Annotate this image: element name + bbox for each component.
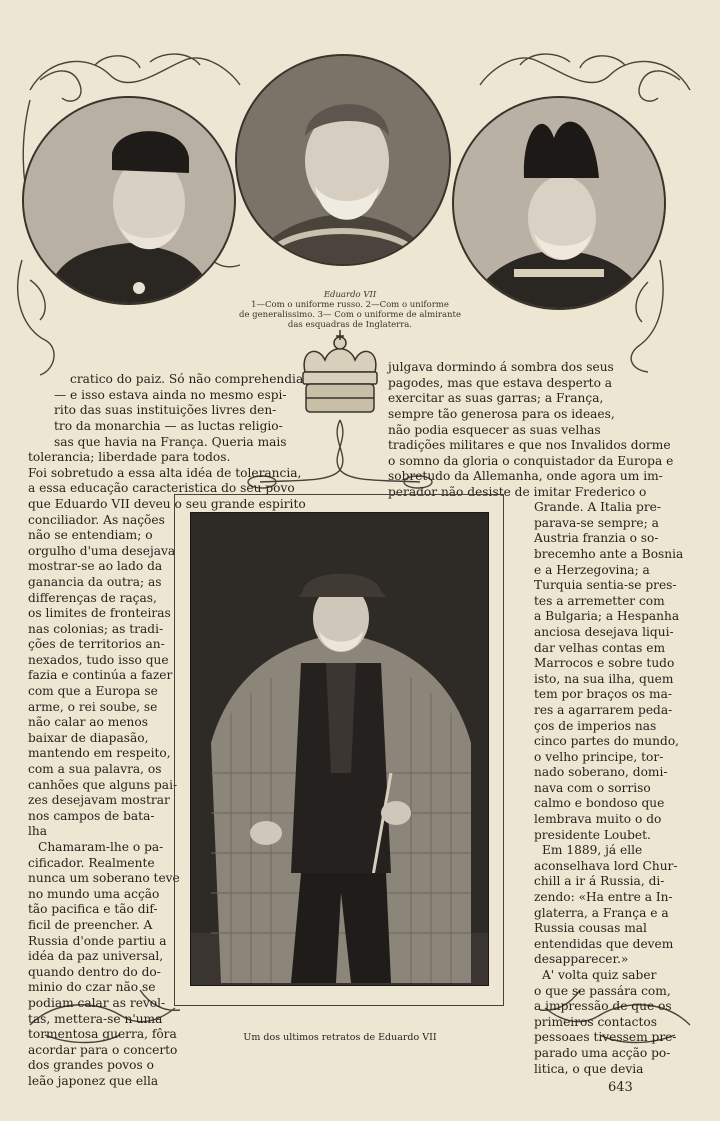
text-line: com a sua palavra, os	[28, 762, 162, 777]
text-line: Foi sobretudo a essa alta idéa de tolerancia,	[28, 465, 302, 480]
text-line: acordar para o concerto	[28, 1042, 178, 1057]
text-line: fazia e continúa a fazer	[28, 668, 173, 683]
text-line: ções de territorios an-	[28, 637, 165, 652]
text-line: ficil de preencher. A	[28, 917, 153, 932]
text-line: ganancia da outra; as	[28, 574, 162, 589]
portraits-caption	[230, 290, 470, 330]
caption-line: de generalissimo. 3— Com o uniforme de almirante	[239, 310, 461, 320]
text-line: zendo: «Ha entre a In-	[534, 890, 673, 905]
text-line: julgava dormindo á sombra dos seus	[388, 360, 614, 375]
text-line: presidente Loubet.	[534, 827, 651, 842]
text-line: a Bulgaria; a Hespanha	[534, 609, 680, 624]
text-line: sas que havia na França. Queria mais	[54, 434, 287, 449]
text-line: sempre tão generosa para os ideaes,	[388, 406, 615, 421]
text-line: leão japonez que ella	[28, 1073, 159, 1088]
text-line: canhões que alguns pai-	[28, 777, 178, 792]
text-line: Austria franzia o so-	[534, 531, 659, 546]
text-line: A' volta quiz saber	[542, 968, 657, 982]
text-line: idéa da paz universal,	[28, 949, 164, 964]
text-line: nunca um soberano teve	[28, 871, 180, 886]
text-line: tas, mettera-se n'uma	[28, 1011, 163, 1026]
caption-title: Eduardo VII	[323, 290, 377, 300]
text-line: differenças de raças,	[28, 590, 157, 605]
text-line: — e isso estava ainda no mesmo espi-	[54, 387, 287, 402]
text-line: entendidas que devem	[534, 936, 674, 951]
text-line: cificador. Realmente	[28, 855, 155, 870]
right-column-text	[534, 469, 692, 1108]
text-line: isto, na sua ilha, quem	[534, 671, 674, 686]
text-line: tolerancia; liberdade para todos.	[28, 450, 231, 465]
text-line: arme, o rei soube, se	[28, 699, 158, 714]
text-line: quando dentro do do-	[28, 964, 161, 979]
text-line: minio do czar não se	[28, 980, 156, 995]
text-line: lembrava muito o do	[534, 812, 662, 827]
text-line: chill a ir á Russia, di-	[534, 874, 665, 889]
text-line: Turquia sentia-se pres-	[534, 578, 677, 593]
text-line: sobretudo da Allemanha, onde agora um im-	[388, 469, 663, 484]
text-line: não calar ao menos	[28, 715, 148, 730]
text-line: nado soberano, domi-	[534, 765, 668, 780]
text-line: podiam calar as revol-	[28, 995, 166, 1010]
text-line: Marrocos e sobre tudo	[534, 656, 675, 671]
text-line: Russia d'onde partiu a	[28, 933, 167, 948]
main-portrait-figure	[191, 513, 488, 985]
text-line: não se entendiam; o	[28, 528, 153, 543]
text-line: cratico do paiz. Só não comprehendia	[70, 372, 304, 387]
portrait-figure-1	[24, 98, 234, 303]
text-line: e a Herzegovina; a	[534, 562, 650, 577]
text-line: tem por braços os ma-	[534, 687, 672, 702]
text-line: aconselhava lord Chur-	[534, 858, 678, 873]
page-number: 643	[608, 1080, 633, 1095]
text-line: os limites de fronteiras	[28, 606, 171, 621]
text-line: litica, o que devia	[534, 1061, 644, 1076]
text-line: tão pacifica e tão dif-	[28, 902, 158, 917]
text-line: dos grandes povos o	[28, 1058, 154, 1073]
caption-line: das esquadras de Inglaterra.	[287, 320, 413, 330]
text-line: Chamaram-lhe o pa-	[38, 840, 164, 854]
text-line: desapparecer.»	[534, 952, 629, 967]
text-line: tormentosa guerra, fôra	[28, 1027, 177, 1042]
text-line: pessoaes tivessem pre-	[534, 1030, 677, 1045]
crown-emblem	[303, 330, 377, 412]
text-line: nas colonias; as tradi-	[28, 621, 164, 636]
portrait-russian-uniform	[22, 96, 236, 305]
text-line: mostrar-se ao lado da	[28, 559, 163, 574]
text-line: Em 1889, já elle	[542, 843, 643, 858]
text-line: a impressão de que os	[534, 999, 672, 1014]
text-line: exercitar as suas garras; a França,	[388, 391, 604, 406]
text-line: nava com o sorriso	[534, 780, 651, 795]
text-line: tradições militares e que nos Invalidos dorme	[388, 438, 671, 453]
text-line: dar velhas contas em	[534, 640, 666, 655]
text-line: tro da monarchia — as luctas religio-	[54, 418, 283, 433]
text-line: Grande. A Italia pre-	[534, 500, 661, 515]
portrait-figure-2	[237, 56, 449, 264]
text-line: zes desejavam mostrar	[28, 793, 170, 808]
text-line: a essa educação caracteristica do seu povo	[28, 481, 295, 496]
text-line: não podia esquecer as suas velhas	[388, 422, 601, 437]
text-line: Russia cousas mal	[534, 921, 647, 936]
text-line: baixar de diapasão,	[28, 730, 149, 745]
text-line: parava-se sempre; a	[534, 515, 659, 530]
text-line: lha	[28, 824, 48, 839]
portrait-generalissimo-uniform	[235, 54, 451, 266]
caption-line: 1—Com o uniforme russo. 2—Com o uniforme	[251, 300, 449, 310]
text-line: perador não desiste de imitar Frederico o	[388, 484, 647, 499]
text-line: mantendo em respeito,	[28, 746, 171, 761]
text-line: primeiros contactos	[534, 1014, 657, 1029]
text-line: o que se passára com,	[534, 983, 671, 998]
text-line: tes a arremetter com	[534, 593, 665, 608]
text-line: parado uma acção po-	[534, 1045, 671, 1060]
main-photo-caption: Um dos ultimos retratos de Eduardo VII	[243, 1032, 437, 1043]
text-line: orgulho d'uma desejava	[28, 543, 176, 558]
text-line: conciliador. As nações	[28, 512, 165, 527]
portrait-figure-3	[454, 98, 664, 308]
text-line: anciosa desejava liqui-	[534, 624, 674, 639]
text-line: calmo e bondoso que	[534, 796, 665, 811]
text-line: glaterra, a França e a	[534, 905, 669, 920]
text-line: rito das suas instituições livres den-	[54, 403, 277, 418]
text-line: com que a Europa se	[28, 684, 158, 699]
text-line: cinco partes do mundo,	[534, 734, 680, 749]
text-line: o somno da gloria o conquistador da Europa e	[388, 453, 674, 468]
text-line: res a agarrarem peda-	[534, 702, 673, 717]
main-portrait-photo	[190, 512, 489, 986]
text-line: ços de imperios nas	[534, 718, 657, 733]
text-line: nos campos de bata-	[28, 808, 155, 823]
text-line: no mundo uma acção	[28, 886, 160, 901]
text-line: o velho principe, tor-	[534, 749, 664, 764]
text-line: nexados, tudo isso que	[28, 652, 169, 667]
text-line: brecemho ante a Bosnia	[534, 546, 684, 561]
portrait-admiral-uniform	[452, 96, 666, 310]
text-line: pagodes, mas que estava desperto a	[388, 375, 613, 390]
text-line: que Eduardo VII deveu o seu grande espirito	[28, 496, 306, 511]
